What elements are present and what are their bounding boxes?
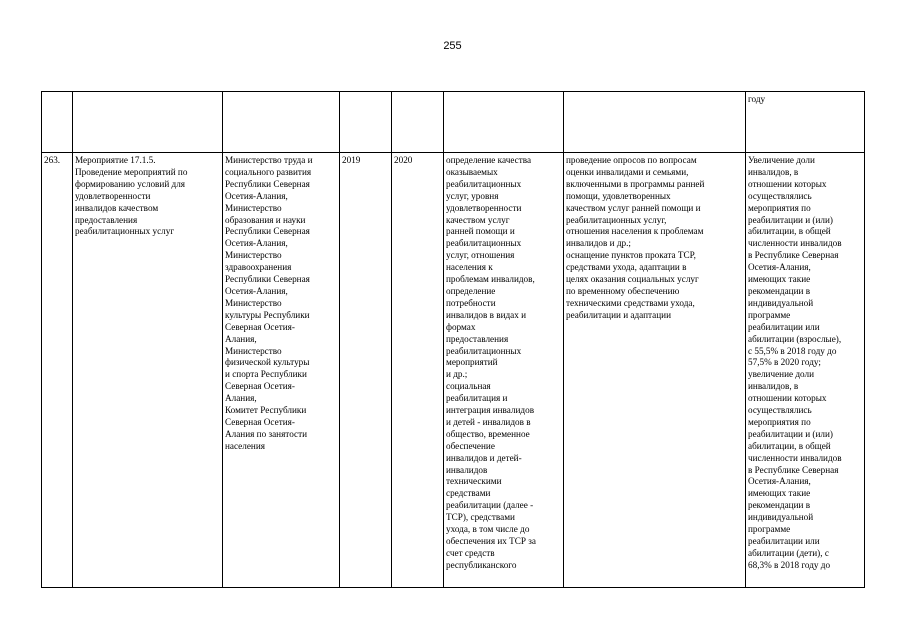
cell-content-empty xyxy=(444,92,564,153)
cell-content: определение качества оказываемых реабилитационных услуг, уровня удовлетворенности качеством услуг ранней помощи и реабилитационных услуг, отношения населения к проблемам инвалидов, определение потребности инвалидов в видах и формах предоставления реабилитационных мероприятий и др.; социальная реабилитация и интеграция инвалидов и детей - инвалидов в общество, временное обеспечение инвалидов и детей- инвалидов техническими средствами реабилитации (далее - ТСР), средствами ухода, в том числе до обеспечения их ТСР за счет средств республиканского xyxy=(444,153,564,588)
cell-event-empty xyxy=(73,92,223,153)
cell-event: Мероприятие 17.1.5. Проведение мероприятий по формированию условий для удовлетворенности инвалидов качеством предоставления реабилитационных услуг xyxy=(73,153,223,588)
cell-number: 263. xyxy=(42,153,73,588)
cell-executor-empty xyxy=(223,92,340,153)
cell-result-continuation: году xyxy=(746,92,865,153)
cell-number-empty xyxy=(42,92,73,153)
table-row-continuation xyxy=(42,92,865,153)
cell-end-empty xyxy=(392,92,444,153)
cell-result: Увеличение доли инвалидов, в отношении которых осуществлялись мероприятия по реабилитации и (или) абилитации, в общей численности инвалидов в Республике Северная Осетия-Алания, имеющих такие рекомендации в индивидуальной программе реабилитации или абилитации (взрослые), с 55,5% в 2018 году до 57,5% в 2020 году; увеличение доли инвалидов, в отношении которых осуществлялись мероприятия по реабилитации и (или) абилитации, в общей численности инвалидов в Республике Северная Осетия-Алания, имеющих такие рекомендации в индивидуальной программе реабилитации или абилитации (дети), с 68,3% в 2018 году до xyxy=(746,153,865,588)
page-number: 255 xyxy=(443,40,462,52)
cell-actions: проведение опросов по вопросам оценки инвалидами и семьями, включенными в программы ранней помощи, удовлетворенных качеством услуг ранней помощи и реабилитационных услуг, отношения населения к проблемам инвалидов и др.; оснащение пунктов проката ТСР, средствами ухода, адаптации в целях оказания социальных услуг по временному обеспечению техническими средствами ухода, реабилитации и адаптации xyxy=(564,153,746,588)
cell-end-year: 2020 xyxy=(392,153,444,588)
cell-executor: Министерство труда и социального развития Республики Северная Осетия-Алания, Министерство образования и науки Республики Северная Осетия-Алания, Министерство здравоохранения Республики Северная Осетия-Алания, Министерство культуры Республики Северная Осетия- Алания, Министерство физической культуры и спорта Республики Северная Осетия- Алания, Комитет Республики Северная Осетия- Алания по занятости населения xyxy=(223,153,340,588)
cell-actions-empty xyxy=(564,92,746,153)
activities-table xyxy=(41,91,865,588)
cell-start-empty xyxy=(340,92,392,153)
table-row xyxy=(42,153,865,588)
cell-start-year: 2019 xyxy=(340,153,392,588)
